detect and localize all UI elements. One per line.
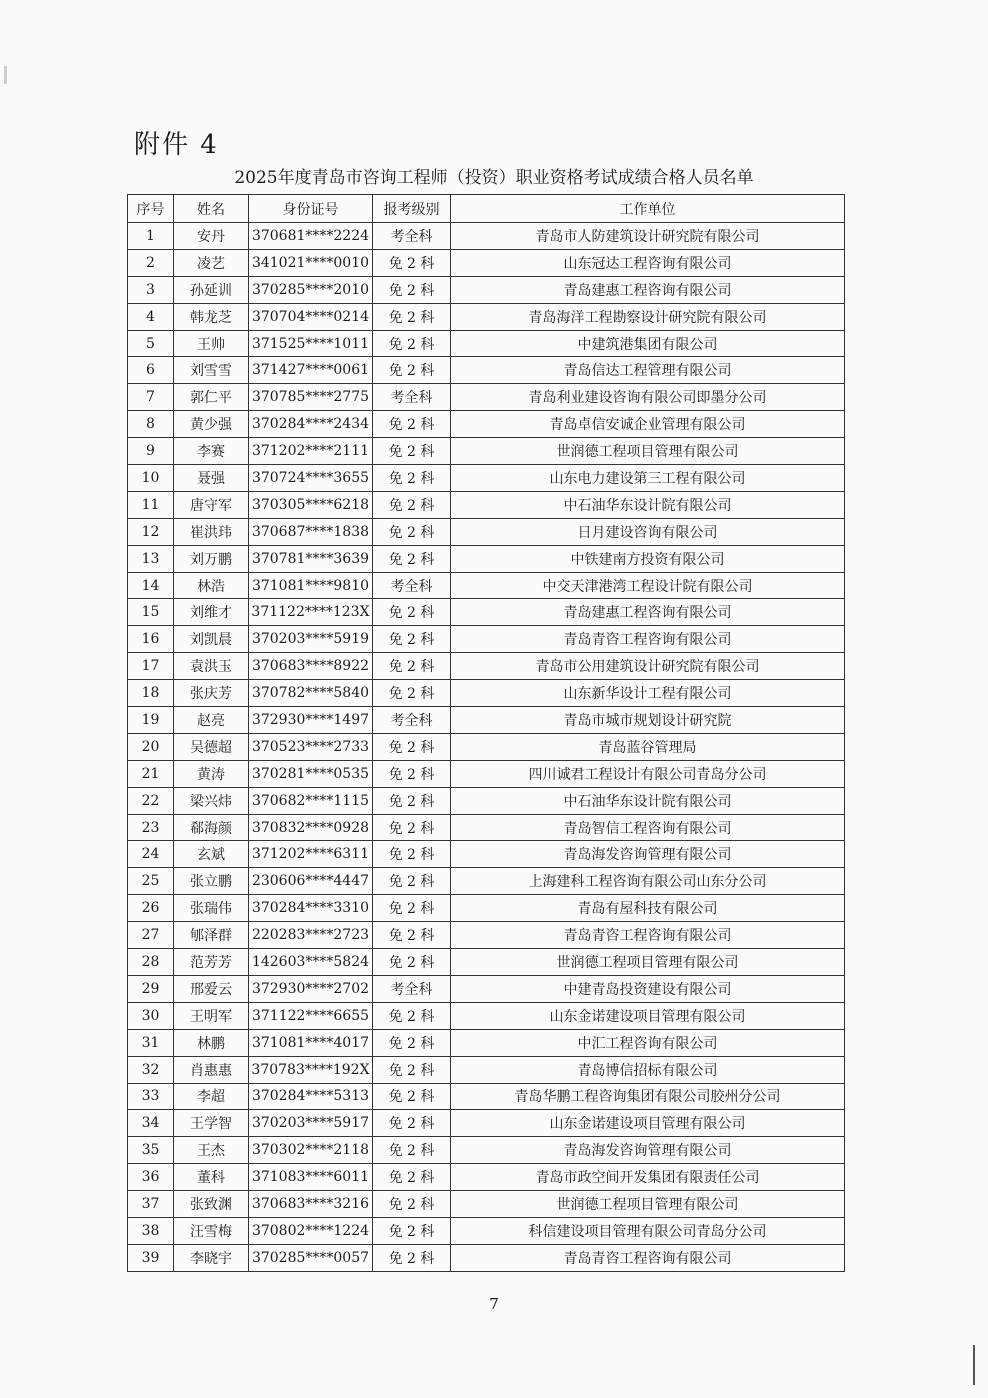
cell-index: 2 [128,249,174,276]
cell-id-number: 371525****1011 [249,330,373,357]
cell-id-number: 370305****6218 [249,491,373,518]
cell-index: 7 [128,384,174,411]
table-row [128,653,845,680]
cell-exam-level: 免 2 科 [373,465,451,492]
cell-employer: 世润德工程项目管理有限公司 [451,438,845,465]
cell-name: 梁兴炜 [174,787,249,814]
cell-id-number: 371202****6311 [249,841,373,868]
cell-id-number: 371202****2111 [249,438,373,465]
cell-employer: 青岛市城市规划设计研究院 [451,707,845,734]
cell-employer: 青岛建惠工程咨询有限公司 [451,599,845,626]
cell-employer: 青岛海洋工程勘察设计研究院有限公司 [451,303,845,330]
cell-index: 17 [128,653,174,680]
cell-id-number: 370683****3216 [249,1191,373,1218]
cell-name: 李超 [174,1083,249,1110]
cell-id-number: 370302****2118 [249,1137,373,1164]
cell-id-number: 371081****4017 [249,1029,373,1056]
cell-exam-level: 免 2 科 [373,653,451,680]
cell-exam-level: 免 2 科 [373,868,451,895]
table-body [128,223,845,1272]
cell-index: 28 [128,949,174,976]
cell-index: 10 [128,465,174,492]
cell-name: 林鹏 [174,1029,249,1056]
cell-index: 36 [128,1164,174,1191]
table-row [128,1110,845,1137]
table-row [128,384,845,411]
table-row [128,895,845,922]
table-row [128,1164,845,1191]
table-row [128,949,845,976]
cell-id-number: 370523****2733 [249,733,373,760]
table-row [128,599,845,626]
cell-name: 吴德超 [174,733,249,760]
cell-name: 韩龙芝 [174,303,249,330]
cell-index: 11 [128,491,174,518]
table-row [128,1244,845,1271]
cell-exam-level: 免 2 科 [373,1164,451,1191]
cell-employer: 青岛有屋科技有限公司 [451,895,845,922]
cell-employer: 山东金诺建设项目管理有限公司 [451,1110,845,1137]
cell-employer: 中建筑港集团有限公司 [451,330,845,357]
table-row [128,707,845,734]
cell-name: 黄少强 [174,411,249,438]
cell-index: 12 [128,518,174,545]
cell-id-number: 371427****0061 [249,357,373,384]
cell-id-number: 370284****2434 [249,411,373,438]
cell-exam-level: 免 2 科 [373,1002,451,1029]
cell-employer: 中石油华东设计院有限公司 [451,787,845,814]
cell-name: 凌艺 [174,249,249,276]
cell-employer: 中石油华东设计院有限公司 [451,491,845,518]
cell-employer: 日月建设咨询有限公司 [451,518,845,545]
table-row [128,249,845,276]
cell-employer: 世润德工程项目管理有限公司 [451,1191,845,1218]
cell-id-number: 371083****6011 [249,1164,373,1191]
cell-employer: 青岛市公用建筑设计研究院有限公司 [451,653,845,680]
cell-id-number: 370285****0057 [249,1244,373,1271]
col-header-exam-level: 报考级别 [373,195,451,223]
cell-id-number: 370782****5840 [249,680,373,707]
cell-name: 范芳芳 [174,949,249,976]
cell-exam-level: 免 2 科 [373,545,451,572]
cell-employer: 山东新华设计工程有限公司 [451,680,845,707]
table-row [128,1056,845,1083]
cell-index: 20 [128,733,174,760]
cell-name: 唐守军 [174,491,249,518]
cell-name: 刘雪雪 [174,357,249,384]
cell-exam-level: 免 2 科 [373,814,451,841]
table-row [128,1217,845,1244]
cell-exam-level: 考全科 [373,572,451,599]
table-row [128,787,845,814]
cell-index: 22 [128,787,174,814]
cell-exam-level: 免 2 科 [373,276,451,303]
page-number: 7 [489,1295,499,1313]
cell-id-number: 371122****6655 [249,1002,373,1029]
cell-index: 9 [128,438,174,465]
cell-employer: 青岛建惠工程咨询有限公司 [451,276,845,303]
attachment-label: 附件 4 [134,130,219,160]
cell-index: 21 [128,760,174,787]
cell-id-number: 370285****2010 [249,276,373,303]
cell-name: 肖惠惠 [174,1056,249,1083]
table-row [128,680,845,707]
cell-index: 25 [128,868,174,895]
cell-exam-level: 免 2 科 [373,949,451,976]
cell-name: 袁洪玉 [174,653,249,680]
cell-employer: 山东冠达工程咨询有限公司 [451,249,845,276]
cell-index: 33 [128,1083,174,1110]
cell-index: 16 [128,626,174,653]
cell-id-number: 370783****192X [249,1056,373,1083]
cell-name: 黄涛 [174,760,249,787]
table-row [128,1137,845,1164]
table-row [128,223,845,250]
cell-index: 38 [128,1217,174,1244]
table-row [128,975,845,1002]
cell-employer: 青岛信达工程管理有限公司 [451,357,845,384]
table-row [128,438,845,465]
table-row [128,733,845,760]
cell-employer: 青岛利业建设咨询有限公司即墨分公司 [451,384,845,411]
cell-id-number: 371081****9810 [249,572,373,599]
cell-id-number: 370724****3655 [249,465,373,492]
table-row [128,868,845,895]
cell-name: 刘维才 [174,599,249,626]
cell-name: 刘凯晨 [174,626,249,653]
cell-exam-level: 免 2 科 [373,1244,451,1271]
cell-exam-level: 考全科 [373,707,451,734]
cell-id-number: 370281****0535 [249,760,373,787]
cell-exam-level: 免 2 科 [373,303,451,330]
cell-index: 13 [128,545,174,572]
cell-exam-level: 免 2 科 [373,760,451,787]
cell-id-number: 372930****2702 [249,975,373,1002]
cell-employer: 青岛华鹏工程咨询集团有限公司胶州分公司 [451,1083,845,1110]
cell-exam-level: 免 2 科 [373,1029,451,1056]
table-row [128,276,845,303]
cell-exam-level: 免 2 科 [373,733,451,760]
cell-exam-level: 免 2 科 [373,599,451,626]
cell-id-number: 370781****3639 [249,545,373,572]
table-row [128,1029,845,1056]
cell-name: 林浩 [174,572,249,599]
cell-name: 汪雪梅 [174,1217,249,1244]
cell-index: 8 [128,411,174,438]
cell-index: 23 [128,814,174,841]
table-row [128,357,845,384]
table-row [128,1002,845,1029]
cell-index: 34 [128,1110,174,1137]
cell-name: 玄斌 [174,841,249,868]
cell-name: 张立鹏 [174,868,249,895]
cell-id-number: 370802****1224 [249,1217,373,1244]
cell-id-number: 341021****0010 [249,249,373,276]
cell-name: 郭仁平 [174,384,249,411]
cell-name: 李赛 [174,438,249,465]
cell-employer: 山东金诺建设项目管理有限公司 [451,1002,845,1029]
cell-id-number: 370687****1838 [249,518,373,545]
cell-employer: 青岛海发咨询管理有限公司 [451,1137,845,1164]
table-row [128,465,845,492]
cell-name: 张瑞伟 [174,895,249,922]
cell-employer: 青岛智信工程咨询有限公司 [451,814,845,841]
cell-name: 邢爱云 [174,975,249,1002]
cell-name: 赵亮 [174,707,249,734]
cell-id-number: 230606****4447 [249,868,373,895]
cell-name: 郗海颜 [174,814,249,841]
table-row [128,572,845,599]
cell-index: 35 [128,1137,174,1164]
table-row [128,303,845,330]
cell-name: 聂强 [174,465,249,492]
table-row [128,814,845,841]
results-table [127,194,845,1272]
col-header-employer: 工作单位 [451,195,845,223]
cell-employer: 科信建设项目管理有限公司青岛分公司 [451,1217,845,1244]
cell-index: 30 [128,1002,174,1029]
cell-index: 1 [128,223,174,250]
cell-index: 26 [128,895,174,922]
cell-name: 王明军 [174,1002,249,1029]
cell-index: 15 [128,599,174,626]
cell-exam-level: 考全科 [373,384,451,411]
cell-exam-level: 免 2 科 [373,841,451,868]
cell-id-number: 372930****1497 [249,707,373,734]
table-header-row [128,195,845,223]
cell-id-number: 370785****2775 [249,384,373,411]
cell-index: 31 [128,1029,174,1056]
cell-index: 24 [128,841,174,868]
cell-employer: 青岛博信招标有限公司 [451,1056,845,1083]
cell-index: 27 [128,922,174,949]
cell-exam-level: 免 2 科 [373,411,451,438]
table-row [128,922,845,949]
cell-employer: 青岛青咨工程咨询有限公司 [451,1244,845,1271]
cell-employer: 青岛海发咨询管理有限公司 [451,841,845,868]
cell-index: 18 [128,680,174,707]
cell-name: 刘万鹏 [174,545,249,572]
cell-exam-level: 免 2 科 [373,491,451,518]
cell-name: 张庆芳 [174,680,249,707]
table-row [128,491,845,518]
cell-exam-level: 免 2 科 [373,626,451,653]
table-row [128,518,845,545]
cell-index: 4 [128,303,174,330]
cell-employer: 青岛卓信安诚企业管理有限公司 [451,411,845,438]
cell-id-number: 370284****3310 [249,895,373,922]
cell-exam-level: 免 2 科 [373,1217,451,1244]
cell-employer: 青岛青咨工程咨询有限公司 [451,626,845,653]
table-row [128,411,845,438]
cell-employer: 山东电力建设第三工程有限公司 [451,465,845,492]
cell-id-number: 370682****1115 [249,787,373,814]
table-row [128,1083,845,1110]
cell-exam-level: 考全科 [373,975,451,1002]
table-row [128,841,845,868]
cell-id-number: 370203****5919 [249,626,373,653]
cell-name: 安丹 [174,223,249,250]
cell-exam-level: 免 2 科 [373,330,451,357]
cell-exam-level: 免 2 科 [373,895,451,922]
cell-employer: 中汇工程咨询有限公司 [451,1029,845,1056]
cell-index: 29 [128,975,174,1002]
cell-index: 14 [128,572,174,599]
cell-id-number: 370284****5313 [249,1083,373,1110]
cell-employer: 中交天津港湾工程设计院有限公司 [451,572,845,599]
cell-exam-level: 免 2 科 [373,1110,451,1137]
cell-id-number: 220283****2723 [249,922,373,949]
cell-name: 李晓宇 [174,1244,249,1271]
cell-id-number: 370681****2224 [249,223,373,250]
cell-index: 19 [128,707,174,734]
cell-exam-level: 免 2 科 [373,680,451,707]
cell-name: 张致渊 [174,1191,249,1218]
cell-id-number: 370683****8922 [249,653,373,680]
cell-index: 5 [128,330,174,357]
cell-exam-level: 免 2 科 [373,1191,451,1218]
cell-exam-level: 免 2 科 [373,438,451,465]
cell-exam-level: 免 2 科 [373,787,451,814]
cell-id-number: 370704****0214 [249,303,373,330]
cell-index: 39 [128,1244,174,1271]
table-row [128,1191,845,1218]
cell-exam-level: 免 2 科 [373,1083,451,1110]
cell-employer: 中铁建南方投资有限公司 [451,545,845,572]
document-title: 2025年度青岛市咨询工程师（投资）职业资格考试成绩合格人员名单 [234,168,754,188]
cell-id-number: 370203****5917 [249,1110,373,1137]
cell-index: 6 [128,357,174,384]
cell-name: 郇泽群 [174,922,249,949]
cell-id-number: 371122****123X [249,599,373,626]
cell-name: 王帅 [174,330,249,357]
cell-name: 崔洪玮 [174,518,249,545]
col-header-index: 序号 [128,195,174,223]
cell-exam-level: 免 2 科 [373,922,451,949]
cell-exam-level: 免 2 科 [373,249,451,276]
cell-exam-level: 免 2 科 [373,1056,451,1083]
cell-employer: 四川诚君工程设计有限公司青岛分公司 [451,760,845,787]
cell-employer: 青岛蓝谷管理局 [451,733,845,760]
cell-employer: 青岛市政空间开发集团有限责任公司 [451,1164,845,1191]
cell-name: 王学智 [174,1110,249,1137]
cell-id-number: 142603****5824 [249,949,373,976]
cell-index: 32 [128,1056,174,1083]
scan-artifact [4,66,7,84]
table-row [128,760,845,787]
cell-exam-level: 考全科 [373,223,451,250]
cell-name: 董科 [174,1164,249,1191]
cell-employer: 青岛青咨工程咨询有限公司 [451,922,845,949]
scan-edge-mark [973,1345,975,1385]
cell-name: 孙延训 [174,276,249,303]
cell-employer: 中建青岛投资建设有限公司 [451,975,845,1002]
cell-exam-level: 免 2 科 [373,1137,451,1164]
table-row [128,545,845,572]
cell-employer: 上海建科工程咨询有限公司山东分公司 [451,868,845,895]
table-row [128,330,845,357]
cell-id-number: 370832****0928 [249,814,373,841]
cell-employer: 青岛市人防建筑设计研究院有限公司 [451,223,845,250]
cell-employer: 世润德工程项目管理有限公司 [451,949,845,976]
table-row [128,626,845,653]
cell-exam-level: 免 2 科 [373,518,451,545]
cell-index: 3 [128,276,174,303]
cell-name: 王杰 [174,1137,249,1164]
col-header-id-number: 身份证号 [249,195,373,223]
col-header-name: 姓名 [174,195,249,223]
cell-index: 37 [128,1191,174,1218]
cell-exam-level: 免 2 科 [373,357,451,384]
